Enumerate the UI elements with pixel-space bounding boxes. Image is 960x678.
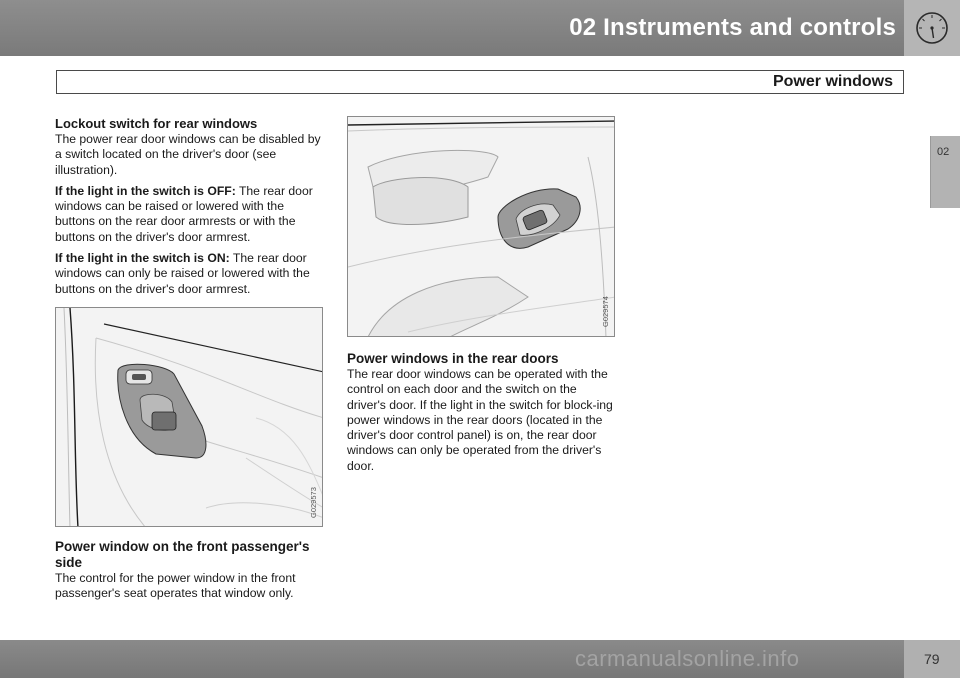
middle-column: [347, 116, 615, 480]
page-number: 79: [924, 651, 940, 667]
lockout-switch-intro: The power rear door windows can be disabled by a switch located on the driver's door (see illustration).: [55, 132, 321, 177]
front-door-switch-illustration: [56, 308, 323, 527]
chapter-tab-label: 02: [937, 146, 950, 158]
rear-door-switch-figure: [347, 116, 615, 337]
chapter-tab[interactable]: [930, 136, 960, 208]
rear-door-switch-illustration: [348, 117, 615, 337]
light-off-text: The rear door windows can be raised or lowered with the buttons on the rear door armrests or with the buttons on the driver's door armrest.: [55, 183, 313, 244]
light-on-label: If the light in the switch is ON:: [55, 251, 230, 266]
light-on-paragraph: [55, 251, 323, 297]
left-column: [55, 116, 323, 608]
rear-doors-paragraph: The rear door windows can be operated with the control on each door and the switch on the driver's door. If the light in the switch for block-ing power windows in the rear doors (located in the driver's door control panel) is on, the rear door windows can only be operated from the driver's door.: [347, 367, 613, 473]
section-title: Power windows: [772, 73, 893, 90]
figure-code-1: G029573: [309, 487, 318, 518]
lockout-switch-heading: Lockout switch for rear windows: [55, 116, 258, 131]
page-footer: [0, 640, 960, 678]
front-passenger-paragraph: The control for the power window in the front passenger's seat operates that window only.: [55, 570, 296, 601]
light-off-paragraph: [55, 184, 323, 245]
chapter-header: [0, 0, 960, 56]
gauge-icon: [914, 10, 950, 46]
front-passenger-heading: Power window on the front passenger's side: [55, 538, 310, 570]
chapter-icon-box: [904, 0, 960, 56]
front-passenger-switch-figure: [55, 307, 323, 527]
chapter-title: 02 Instruments and controls: [569, 14, 896, 41]
light-off-label: If the light in the switch is OFF:: [55, 183, 236, 198]
rear-doors-heading: Power windows in the rear doors: [347, 351, 559, 366]
watermark-text: carmanualsonline.info: [575, 646, 800, 671]
figure-code-2: G029574: [601, 296, 610, 327]
section-bar: [56, 70, 904, 94]
light-on-text: The rear door windows can only be raised or lowered with the buttons on the driver's door armrest.: [55, 251, 310, 296]
